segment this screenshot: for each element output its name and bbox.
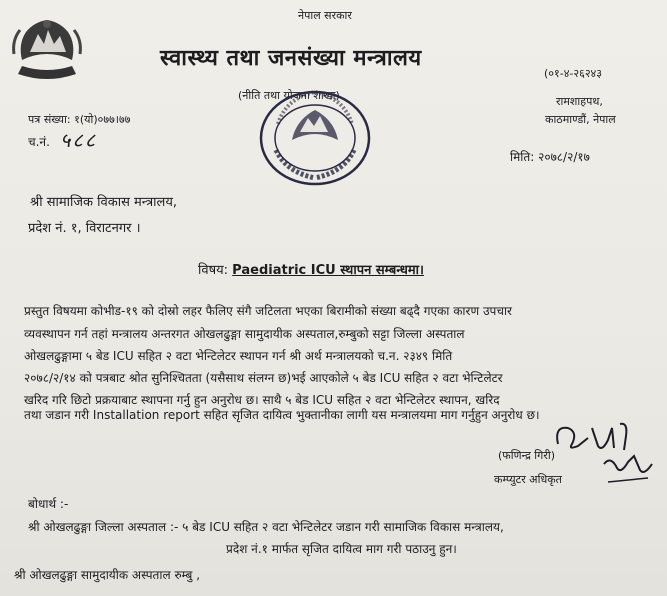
body-line: तथा जडान गरी Installation report सहित सृजित दायित्व भुक्तानीका लागी यस मन्त्रालयमा माग गर्नुहुन अनुरोध छ। xyxy=(24,408,540,422)
nepal-emblem-icon xyxy=(8,14,86,80)
body-line: व्यवस्थापन गर्न तहां मन्त्रालय अन्तरगत ओखलढुङ्गा सामुदायीक अस्पताल,रुम्बुको सट्टा जिल्ला अस्पताल xyxy=(24,327,465,341)
body-line: ओखलढुङ्गामा ५ बेड ICU सहित २ वटा भेन्टिलेटर स्थापन गर्न श्री अर्थ मन्त्रालयको च.न. २३४९ मिति xyxy=(24,349,453,363)
body-line: प्रस्तुत विषयमा कोभीड-१९ को दोस्रो लहर फैलिए संगै जटिलता भएका बिरामीको संख्या बढ्दै गएका कारण उपचार xyxy=(24,304,512,318)
dispatch-number: ५८८ xyxy=(60,128,98,152)
recipient-line1: श्री सामाजिक विकास मन्त्रालय, xyxy=(30,195,178,210)
subject-text: Paediatric ICU स्थापन सम्बन्धमा। xyxy=(232,263,424,278)
dispatch-label: च.नं. xyxy=(28,135,50,149)
ministry-title: स्वास्थ्य तथा जनसंख्या मन्त्रालय xyxy=(160,46,422,71)
letter-reference-number: पत्र संख्या: १(यो)०७७।७७ xyxy=(28,113,131,126)
government-name: नेपाल सरकार xyxy=(298,9,352,22)
signature-icon xyxy=(548,418,660,490)
office-stamp-icon xyxy=(256,80,374,190)
signatory-title: कम्प्युटर अधिकृत xyxy=(494,473,562,486)
cc-line: श्री ओखलढुङ्गा जिल्ला अस्पताल :- ५ बेड ICU सहित २ वटा भेन्टिलेटर जडान गरी सामाजिक विकास मन्त्रालय, xyxy=(28,520,504,534)
body-line: २०७८/२/१४ को पत्रबाट श्रोत सुनिश्चितता (यसैसाथ संलग्न छ)भई आएकोले ५ बेड ICU सहित २ वटा भेन्टिलेटर xyxy=(24,371,503,385)
letter-date: मिति: २०७८/२/१७ xyxy=(510,150,590,164)
subject-label: विषय: xyxy=(198,263,229,278)
address-line2: काठमाण्डौं, नेपाल xyxy=(545,113,616,126)
cc-line: श्री ओखलढुङ्गा सामुदायीक अस्पताल रुम्बु , xyxy=(14,568,201,582)
cc-line-continued: प्रदेश नं.१ मार्फत सृजित दायित्व माग गरी पठाउनु हुन। xyxy=(226,542,457,556)
division-name: (नीति तथा योजना शाखा) xyxy=(238,89,340,102)
signatory-name: (फणिन्द्र गिरी) xyxy=(498,449,555,462)
subject-line xyxy=(198,260,424,278)
body-line: खरिद गरि छिटो प्रक्रयाबाट स्थापना गर्नु हुन अनुरोध छ। साथै ५ बेड ICU सहित २ वटा भेन्टिलेटर स्थापन, खरिद xyxy=(24,393,500,407)
recipient-line2: प्रदेश नं. १, विराटनगर । xyxy=(28,221,141,236)
address-line1: रामशाहपथ, xyxy=(556,95,603,108)
cc-label: बोधार्थ :- xyxy=(28,497,69,511)
phone-number: (०१-४-२६२४३ xyxy=(544,67,602,80)
